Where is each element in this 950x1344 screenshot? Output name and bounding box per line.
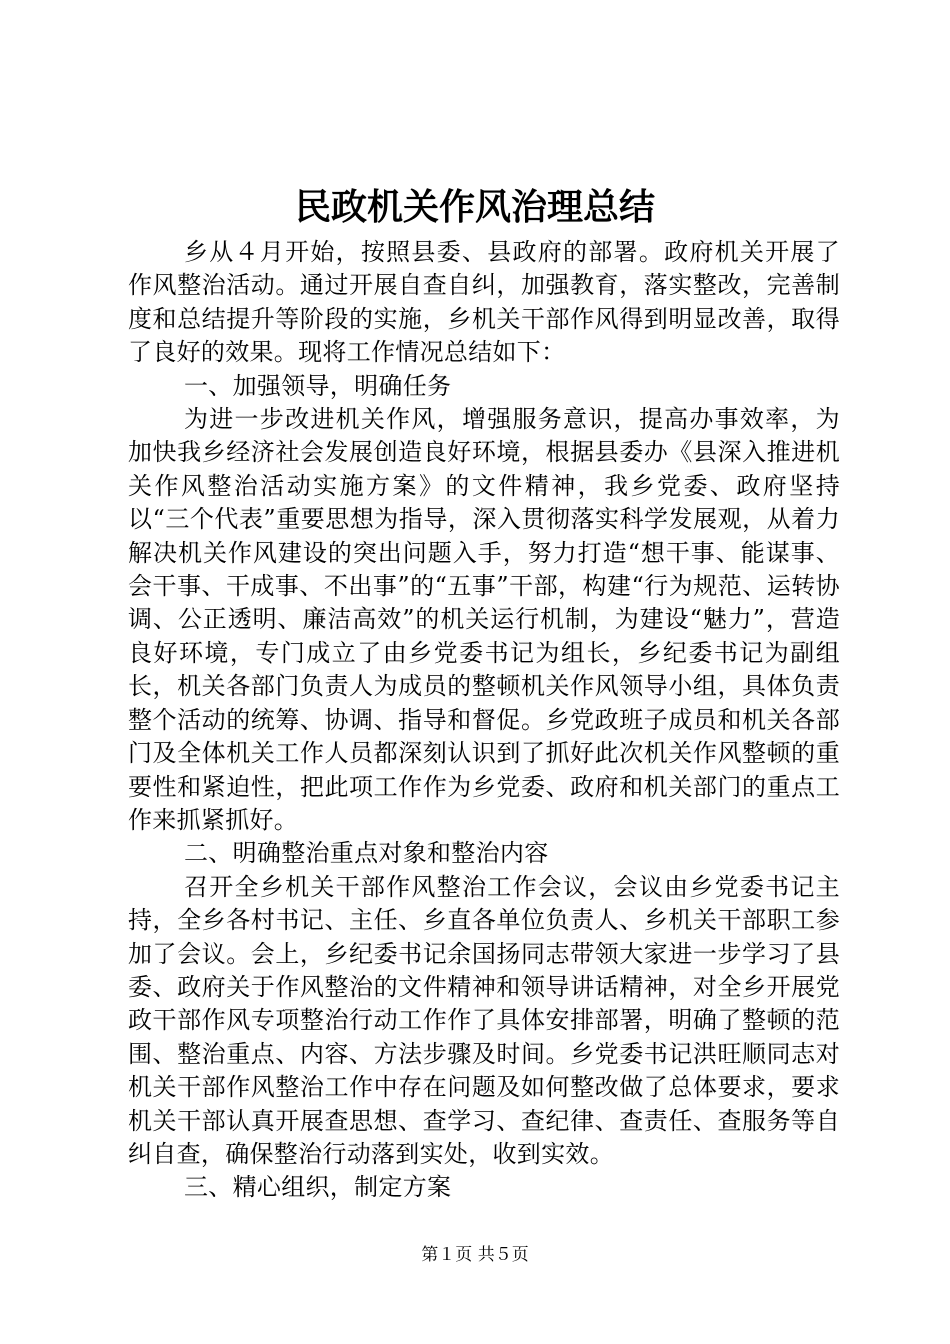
intro-paragraph: 乡从４月开始，按照县委、县政府的部署。政府机关开展了作风整治活动。通过开展自查自纠，加强教育，落实整改，完善制度和总结提升等阶段的实施，乡机关干部作风得到明显改善，取得了良好的效果。现将工作情况总结如下： [128,238,840,367]
document-body [128,236,840,1205]
page-footer: 第１页 共５页 [421,1245,529,1265]
section-2-paragraph: 召开全乡机关干部作风整治工作会议，会议由乡党委书记主持，全乡各村书记、主任、乡直各单位负责人、乡机关干部职工参加了会议。会上，乡纪委书记余国扬同志带领大家进一步学习了县委、政府关于作风整治的文件精神和领导讲话精神，对全乡开展党政干部作风专项整治行动工作作了具体安排部署，明确了整顿的范围、整治重点、内容、方法步骤及时间。乡党委书记洪旺顺同志对机关干部作风整治工作中存在问题及如何整改做了总体要求，要求机关干部认真开展查思想、查学习、查纪律、查责任、查服务等自纠自查，确保整治行动落到实处，收到实效。 [128,872,840,1168]
section-heading-1: 一、加强领导，明确任务 [184,371,452,400]
document-title: 民政机关作风治理总结 [294,186,655,228]
section-heading-3: 三、精心组织，制定方案 [184,1173,452,1202]
section-1-paragraph: 为进一步改进机关作风，增强服务意识，提高办事效率，为加快我乡经济社会发展创造良好环境，根据县委办《县深入推进机关作风整治活动实施方案》的文件精神，我乡党委、政府坚持以“三个代表”重要思想为指导，深入贯彻落实科学发展观，从着力解决机关作风建设的突出问题入手，努力打造“想干事、能谋事、会干事、干成事、不出事”的“五事”干部，构建“行为规范、运转协调、公正透明、廉洁高效”的机关运行机制，为建设“魅力”，营造良好环境，专门成立了由乡党委书记为组长，乡纪委书记为副组长，机关各部门负责人为成员的整顿机关作风领导小组，具体负责整个活动的统筹、协调、指导和督促。乡党政班子成员和机关各部门及全体机关工作人员都深刻认识到了抓好此次机关作风整顿的重要性和紧迫性，把此项工作作为乡党委、政府和机关部门的重点工作来抓紧抓好。 [128,405,840,834]
section-heading-2: 二、明确整治重点对象和整治内容 [184,839,549,868]
